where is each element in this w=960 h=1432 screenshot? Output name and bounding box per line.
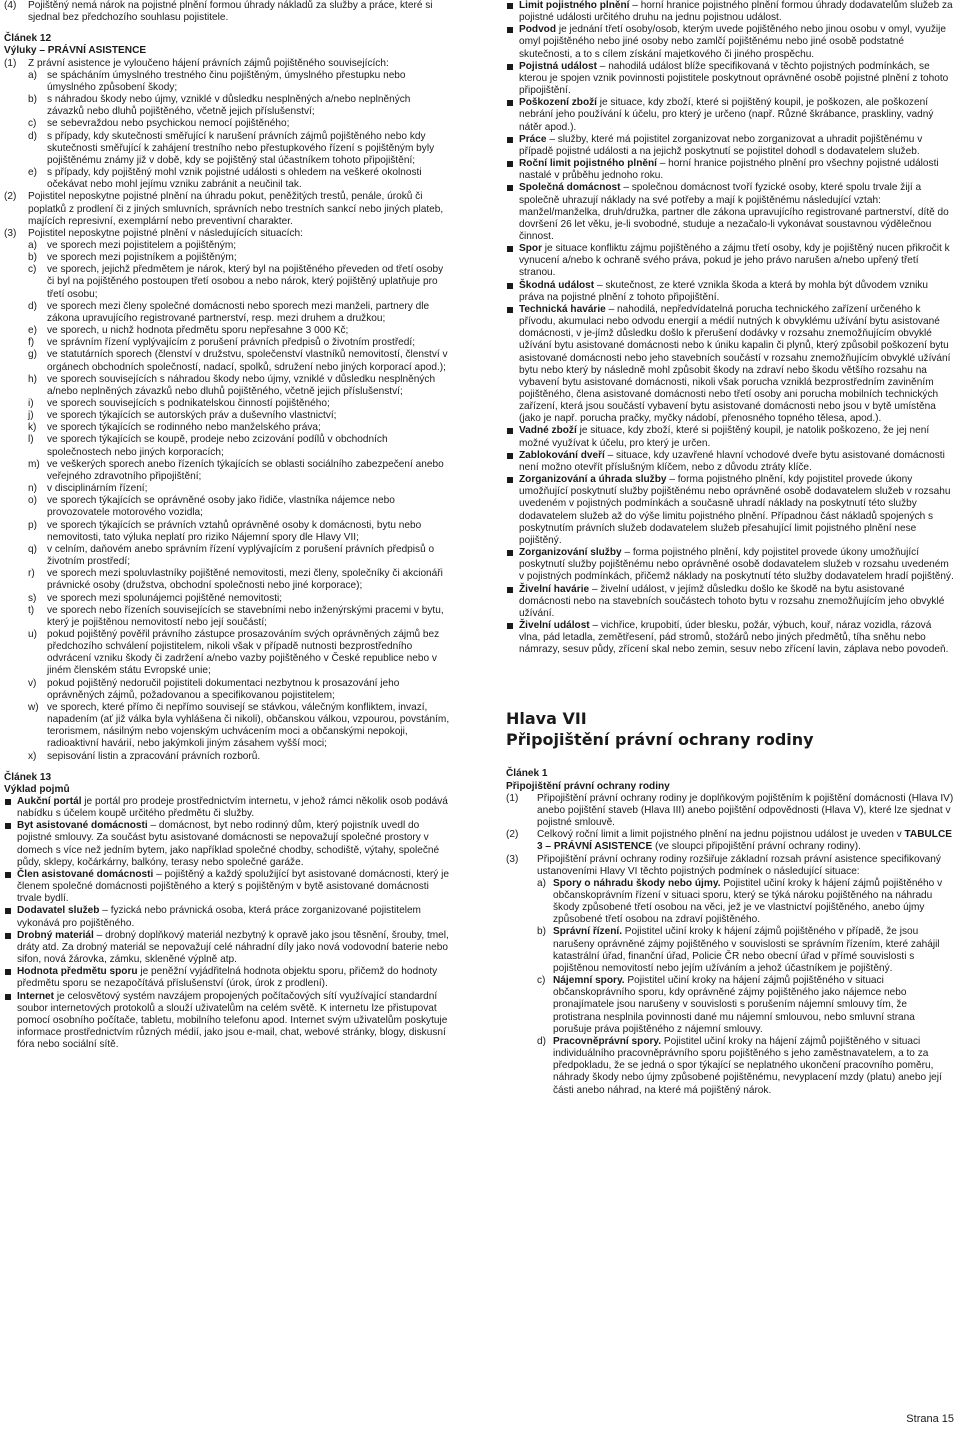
list-term: Nájemní spory. <box>553 975 625 987</box>
list-item <box>4 520 450 544</box>
list-text: ve sporech mezi spoluvlastníky pojištěné nemovitosti, mezi členy, společníky či akcionáři právnické osoby (družstva, obchodní společnosti nebo jiné korporace); <box>47 568 443 592</box>
list-text: ve veškerých sporech anebo řízeních týkajících se oblasti sociálního zabezpečení anebo veřejného zdravotního připojištění; <box>47 458 444 482</box>
definition-item <box>506 61 954 97</box>
bullet-square-icon <box>507 100 513 106</box>
list-letter: k) <box>28 422 37 434</box>
definition-item <box>506 182 954 243</box>
bullet-square-icon <box>507 3 513 9</box>
definition-item <box>506 304 954 426</box>
list-letter: q) <box>28 543 37 555</box>
definition-term: Byt asistované domácnosti <box>17 820 148 832</box>
list-item <box>4 751 450 763</box>
list-letter: o) <box>28 495 37 507</box>
definition-term: Roční limit pojistného plnění <box>519 158 657 170</box>
list-item <box>4 301 450 325</box>
definition-term: Drobný materiál <box>17 929 94 941</box>
list-letter: w) <box>28 701 39 713</box>
definition-text: – situace, kdy uzavřené hlavní vchodové dveře bytu asistované domácnosti není možno otevřít příslušným klíčem, nebo z důvodu ztráty klíče. <box>519 449 945 473</box>
list-text: ve správním řízení vyplývajícím z porušení právních předpisů o životním prostředí; <box>47 337 416 349</box>
list-letter: j) <box>28 410 34 422</box>
definition-term: Zablokování dveří <box>519 449 605 461</box>
paragraph-number: (3) <box>4 227 17 239</box>
list-item <box>4 325 450 337</box>
definition-term: Škodná událost <box>519 279 595 291</box>
article-12-title: Článek 12 <box>4 33 52 45</box>
article-13-title: Článek 13 <box>4 771 52 783</box>
bullet-square-icon <box>507 161 513 167</box>
definition-text: – forma pojistného plnění, kdy pojistitel provede úkony umožňující poskytnutí služby pojištěnému nebo oprávněné osobě dodavatelem služeb v rozsahu uvedeném v pojistných podmínkách, přičemž náklady na poskytnutí této služby dodavatelem hradí pojištěný. <box>519 547 954 583</box>
list-text: s případy, kdy skutečnosti směřující k narušení právních zájmů pojištěného nebo kdy skutečnosti směřující k zahájení trestního nebo přestupkového řízení s pojištěným byly pojištěnému známy již v době, kdy se pojištěný stal účastníkem tohoto připojištění; <box>47 130 435 166</box>
list-letter: h) <box>28 373 37 385</box>
list-term: Pracovněprávní spory. <box>553 1035 662 1047</box>
list-item <box>4 434 450 458</box>
list-text: ve sporech mezi pojistníkem a pojištěným; <box>47 252 237 264</box>
paragraph-text: Z právní asistence je vyloučeno hájení právních zájmů pojištěného souvisejících: <box>28 57 389 69</box>
paragraph-number: (1) <box>506 792 519 804</box>
paragraph-text-post: (ve sloupci připojištění právní ochrany rodiny). <box>652 841 861 853</box>
definition-item <box>506 158 954 182</box>
list-text: ve sporech týkajících se právních vztahů oprávněné osoby k domácnosti, bytu nebo nemovitosti, tato výluka neplatí pro riziko Nájemní spory dle Hlavy VII; <box>47 519 422 543</box>
list-item <box>4 483 450 495</box>
article-12-p1-list <box>4 70 450 192</box>
list-text: Pojistitel učiní kroky na hájení zájmů pojištěného v situaci individuálního pracovněprávního sporu pojištěného s jeho zaměstnavatelem, a to za předpokladu, že se jedná o spor týkající se neplatného ukončení pracovního poměru, náhrady škody nebo újmy způsobené pojištěnému, nevyplacení mzdy (platu) anebo její části anebo náhrad, na které má pojištěný nárok. <box>553 1035 942 1096</box>
definition-text: – nahodilá událost blíže specifikovaná v těchto pojistných podmínkách, se kterou je spojen vznik povinnosti pojistitele poskytnout oprávněné osobě pojistné plnění z tohoto připojištění. <box>519 60 949 97</box>
definition-term: Hodnota předmětu sporu <box>17 966 138 978</box>
list-item <box>4 495 450 519</box>
list-text: ve sporech mezi pojistitelem a pojištěným; <box>47 239 237 251</box>
definition-item <box>506 584 954 620</box>
list-text: sepisování listin a zpracování právních rozborů. <box>47 750 261 762</box>
paragraph-text-pre: Celkový roční limit a limit pojistného plnění na jednu pojistnou událost je uveden v <box>537 829 905 841</box>
definition-term: Podvod <box>519 24 557 36</box>
definition-text: je situace konfliktu zájmu pojištěného a zájmu třetí osoby, kdy je pojištěný nucen přikročit k vynucení a/nebo k ochraně svého práva, pokud je jeho právo narušen a/nebo upřený třetí stranou. <box>519 243 950 279</box>
list-letter: c) <box>537 975 546 987</box>
list-text: ve sporech týkajících se rodinného nebo manželského práva; <box>47 422 321 434</box>
bullet-square-icon <box>5 823 11 829</box>
list-letter: d) <box>28 130 37 142</box>
list-letter: t) <box>28 604 35 616</box>
definition-text: – nahodilá, nepředvídatelná porucha technického zařízení určeného k přívodu, akumulaci nebo odvodu energií a médií nutných k obvyklému užívání bytu asistované domácnosti, v je-jímž důsledku došlo k přerušení dodávky v rozsahu znemožňujícím obvyklé užívání bytu asistované domácnosti nebo k úniku kapalin či plynů, který způsobil poškození bytu asistované domácnosti nebo jeho stavebních součástí v rozsahu znemožňujícím obvyklé užívání bytu nebo který by následně mohl způsobit škody na zdraví nebo škodu většího rozsahu na vybavení bytu asistované domácnosti, nikoli však porucha vzniklá bezprostředním zaviněním pojištěného, člena asistované domácnosti nebo třetí osoby ani porucha mobilních technických zařízení, která jsou součástí vybavení bytu asistované domácnosti nebo jsou v bytě umístěna (jako je např. porucha pračky, myčky nádobí, přenosného topného tělesa, apod.). <box>519 303 951 425</box>
list-text: ve sporech mezi členy společné domácnosti nebo sporech mezi manželi, partnery dle zákona upravujícího registrované partnerství, resp. mezi druhem a družkou; <box>47 300 430 324</box>
definition-item <box>4 930 450 966</box>
definition-text: je celosvětový systém navzájem propojených počítačových sítí využívající standardní soubor internetových protokolů a slouží uživatelům na celém světě. K internetu lze přistupovat pomocí osobního počítače, tabletu, mobilního telefonu apod. Internet svým uživatelům poskytuje informace prostřednictvím různých médií, jako jsou e-mail, chat, webové stránky, blogy, diskusní fóra nebo sociální sítě. <box>17 990 448 1051</box>
list-item <box>4 568 450 592</box>
list-letter: m) <box>28 458 40 470</box>
definition-text: – drobný doplňkový materiál nezbytný k opravě jako jsou těsnění, šrouby, tmel, dráty atd. Za drobný materiál se nepovažují celé náhradní díly jako nová vodovodní baterie nebo sifon, nová žárovka, zámku, skleněné výplně atp. <box>17 929 449 966</box>
list-letter: a) <box>28 69 37 81</box>
list-text: ve sporech souvisejících s podnikatelskou činností pojištěného; <box>47 398 330 409</box>
list-letter: e) <box>28 325 37 337</box>
definition-item <box>506 0 954 24</box>
list-text: ve sporech týkajících se koupě, prodeje nebo zcizování podílů v obchodních společnostech nebo jiných korporacích; <box>47 434 388 458</box>
definition-term: Pojistná událost <box>519 60 597 72</box>
definition-term: Práce <box>519 133 547 145</box>
bullet-square-icon <box>507 550 513 556</box>
list-letter: c) <box>28 118 37 130</box>
list-text: ve sporech týkajících se autorských práv a duševního vlastnictví; <box>47 410 337 422</box>
list-item <box>4 337 450 349</box>
definition-text: – živelní událost, v jejímž důsledku došlo ke škodě na bytu asistované domácnosti nebo na stavebních součástech tohoto bytu v rozsahu znemožňujícím jeho obvyklé užívání. <box>519 583 945 619</box>
list-item <box>4 459 450 483</box>
list-letter: u) <box>28 628 37 640</box>
paragraph-number: (1) <box>4 57 17 69</box>
article-13-definitions <box>4 796 450 1051</box>
definition-text: – vichřice, krupobití, úder blesku, požár, výbuch, kouř, náraz vozidla, rázová vlna, pád letadla, zemětřesení, pád stromů, stožárů nebo jiných předmětů, tíha sněhu nebo námrazy, sesuv půdy, zřícení skal nebo zemin, sesuv nebo zřícení lavin, záplava nebo povodeň. <box>519 619 949 656</box>
bullet-square-icon <box>5 969 11 975</box>
list-text: ve sporech nebo řízeních souvisejících se stavebními nebo inženýrskými pracemi v bytu, který je pojištěnou nemovitostí nebo její součástí; <box>47 604 444 628</box>
list-letter: n) <box>28 483 37 495</box>
definition-item <box>506 474 954 547</box>
paragraph-text: Pojištěný nemá nárok na pojistné plnění formou úhrady nákladů za služby a práce, které si sjednal bez předchozího souhlasu pojistitele. <box>28 0 433 24</box>
list-item <box>506 878 954 927</box>
list-item <box>4 374 450 398</box>
list-letter: x) <box>28 750 37 762</box>
list-text: ve sporech, jejichž předmětem je nárok, který byl na pojištěného převeden od třetí osoby či byl na pojištěného postoupen třetí osobou a nebo nárok, který pojištěný uplatňuje pro třetí osobu; <box>47 264 444 300</box>
definition-text: – horní hranice pojistného plnění pro všechny pojistné události nastalé v průběhu jednoho roku. <box>519 158 939 182</box>
list-text: s případy, kdy pojištěný mohl vznik pojistné události s ohledem na veškeré okolnosti očekávat nebo mohl jejímu vzniku zabránit a neučinil tak. <box>47 167 422 191</box>
list-letter: b) <box>537 926 546 938</box>
definition-text: – společnou domácnost tvoří fyzické osoby, které spolu trvale žijí a společně uhrazují náklady na své potřeby a mají k pojištěnému následující vztah: manžel/manželka, druh/družka, partner dle zákona upravujícího registrované partnerství, dítě do dovršení 26 let věku, je-li svobodné, studuje a nezačalo-li vykonávat soustavnou výdělečnou činnost. <box>519 182 949 242</box>
article-12-paragraph-2 <box>4 191 450 227</box>
bullet-square-icon <box>507 185 513 191</box>
list-item <box>4 593 450 605</box>
list-item <box>4 398 450 410</box>
list-item <box>4 629 450 678</box>
list-text: pokud pojištěný nedoručil pojistiteli dokumentaci nezbytnou k prosazování jeho oprávněných zájmů, požadovanou a specifikovanou pojistitelem; <box>47 677 400 701</box>
page-number: Strana 15 <box>906 1413 954 1425</box>
definition-term: Vadné zboží <box>519 425 577 437</box>
list-item <box>4 264 450 300</box>
article-1-paragraph-2 <box>506 829 954 853</box>
list-item <box>4 252 450 264</box>
list-letter: f) <box>28 337 35 349</box>
list-item <box>4 410 450 422</box>
bullet-square-icon <box>507 428 513 434</box>
definition-item <box>506 450 954 474</box>
definition-item <box>4 820 450 869</box>
list-item <box>4 131 450 167</box>
list-text: s náhradou škody nebo újmy, vzniklé v důsledku nesplněných a/nebo neplněných závazků nebo dluhů pojištěného, včetně jejich příslušenství; <box>47 94 411 118</box>
list-item <box>4 544 450 568</box>
definition-term: Spor <box>519 243 542 255</box>
definition-item <box>506 280 954 304</box>
definition-term: Zorganizování služby <box>519 547 622 559</box>
paragraph-text: Připojištění právní ochrany rodiny je doplňkovým pojištěním k pojištění domácnosti (Hlava IV) anebo pojištění staveb (Hlava III) anebo pojištění odpovědnosti (Hlava V), které lze sjednat v pojistné smlouvě. <box>537 792 954 829</box>
list-letter: l) <box>28 434 34 446</box>
list-term: Spory o náhradu škody nebo újmy. <box>553 877 721 889</box>
definition-item <box>506 547 954 583</box>
definition-text: – skutečnost, ze které vznikla škoda a která by mohla být důvodem vzniku práva na pojistné plnění z tohoto připojištění. <box>519 279 928 303</box>
definition-item <box>506 134 954 158</box>
bullet-square-icon <box>507 27 513 33</box>
list-item <box>4 605 450 629</box>
definition-term: Živelní událost <box>519 619 590 631</box>
list-letter: g) <box>28 349 37 361</box>
article-12-paragraph-3 <box>4 228 450 240</box>
bullet-square-icon <box>5 872 11 878</box>
definition-term: Zorganizování a úhrada služby <box>519 474 667 486</box>
definition-item <box>506 24 954 60</box>
bullet-square-icon <box>507 137 513 143</box>
definition-item <box>506 97 954 133</box>
list-text: ve sporech, u nichž hodnota předmětu sporu nepřesahne 3 000 Kč; <box>47 325 349 337</box>
bullet-square-icon <box>507 307 513 313</box>
list-item <box>4 422 450 434</box>
list-text: ve statutárních sporech (členství v družstvu, společenství vlastníků nemovitostí, členství v orgánech obchodních společností, nadací, spolků, sdružení nebo jiných korporací apod.); <box>47 349 448 373</box>
list-item <box>506 975 954 1036</box>
article-1-p3-list <box>506 878 954 1097</box>
article-1-subtitle: Připojištění právní ochrany rodiny <box>506 780 670 792</box>
list-text: v disciplinárním řízení; <box>47 483 148 495</box>
article-1-paragraph-1 <box>506 793 954 829</box>
definition-text: je situace, kdy zboží, které si pojištěný koupil, je natolik poškozeno, že jej není možné využívat k účelu, pro který je určen. <box>519 425 930 449</box>
definition-term: Internet <box>17 990 55 1002</box>
definition-text: – pojištěný a každý spolužijící byt asistované domácnosti, který je členem společné domácnosti pojištěného a který s pojištěným v bytě asistované domácnosti trvale bydlí. <box>17 868 449 905</box>
article-1-paragraph-3 <box>506 854 954 878</box>
definition-item <box>506 620 954 656</box>
list-text: ve sporech, které přímo či nepřímo souvisejí se stávkou, válečným konfliktem, invazí, napadením (ať již válka byla vyhlášena či nikoli), občanskou válkou, vzpourou, povstáním, terorismem, násilným nebo vojenským uchvácením moci a občanskými nepokoji, radioaktivní havárií, nebo jakýmkoli jiným zásahem vyšší moci; <box>47 701 450 750</box>
list-item <box>506 926 954 975</box>
list-letter: b) <box>28 94 37 106</box>
bullet-square-icon <box>507 623 513 629</box>
definition-term: Živelní havárie <box>519 583 590 595</box>
definition-term: Aukční portál <box>17 796 82 807</box>
list-text: se sebevraždou nebo psychickou nemocí pojištěného; <box>47 118 290 130</box>
list-item <box>506 1036 954 1097</box>
chapter-name: Připojištění právní ochrany rodiny <box>506 730 814 750</box>
definition-text: – forma pojistného plnění, kdy pojistitel provede úkony umožňující poskytnutí služby pojištěnému nebo oprávněné osobě dodavatelem služeb v rozsahu uvedeném v pojistných podmínkách a současně uhradí náklady na poskytnutí této služby dodavatelem služeb až do výše limitu pojistného plnění. Případnou část nákladů spojených s poskytnutím právních služeb dodavatelem služeb přesahující limit pojistného plnění nese pojištěný. <box>519 474 951 546</box>
list-text: Pojistitel učiní kroky na hájení zájmů pojištěného v situaci občanskoprávního sporu, kdy oprávněné zájmy pojištěného jako nájemce nebo pronajímatele jsou narušeny v souvislosti s porušením nájemní smlouvy tím, že protistrana nesplnila povinnosti dané mu nájemní smlouvou, nebo smluvní strana porušuje práva pojištěného z nájemní smlouvy. <box>553 975 915 1035</box>
definition-item <box>4 966 450 990</box>
list-item <box>4 94 450 118</box>
definition-text: je peněžní vyjádřitelná hodnota objektu sporu, přičemž do hodnoty předmětu sporu se nezapočítává příslušenství (úrok, úrok z prodlení). <box>17 966 438 990</box>
list-letter: a) <box>28 239 37 251</box>
paragraph-number: (3) <box>506 853 519 865</box>
list-text: Pojistitel učiní kroky k hájení zájmů pojištěného v občanskoprávním řízení v situaci sporu, který se týká nároku pojištěného na náhradu škody způsobené třetí osobou na věci, jež je ve vlastnictví pojištěného, anebo újmy způsobené třetí osobou na zdraví pojištěného. <box>553 877 943 926</box>
definition-item <box>506 425 954 449</box>
bullet-square-icon <box>507 283 513 289</box>
bullet-square-icon <box>507 246 513 252</box>
list-letter: d) <box>28 300 37 312</box>
bullet-square-icon <box>5 908 11 914</box>
list-term: Správní řízení. <box>553 926 622 938</box>
definition-item <box>4 905 450 929</box>
list-text: ve sporech mezi spolunájemci pojištěné nemovitosti; <box>47 592 283 604</box>
list-item <box>4 349 450 373</box>
article-12-subtitle: Výluky – PRÁVNÍ ASISTENCE <box>4 45 147 57</box>
list-text: v celním, daňovém anebo správním řízení vyplývajícím z porušení právních předpisů o životním prostředí; <box>47 543 435 568</box>
bullet-square-icon <box>5 994 11 1000</box>
list-letter: v) <box>28 677 37 689</box>
bullet-square-icon <box>5 933 11 939</box>
list-text: Pojistitel učiní kroky k hájení zájmů pojištěného v případě, že jsou narušeny oprávněné zájmy pojištěného v souvislosti se správním řízením, které zahájil katastrální úřad, finanční úřad, Policie ČR nebo obecní úřad v přímé souvislosti s pojištěnou nemovitostí nebo jejím užíváním a jehož účastníkem je pojištěný. <box>553 926 940 974</box>
definition-text: je jednání třetí osoby/osob, kterým uvede pojištěného nebo jinou osobu v omyl, využije omyl pojištěného nebo jiné osoby nebo zamlčí pojištěnému nebo jiné osobě podstatné skutečnosti, a to s cílem získání majetkového či jiného prospěchu. <box>519 24 946 60</box>
list-letter: c) <box>28 264 37 276</box>
definition-item <box>4 869 450 905</box>
definition-item <box>4 991 450 1052</box>
left-column <box>4 0 450 1051</box>
bullet-square-icon <box>507 453 513 459</box>
definition-term: Společná domácnost <box>519 182 621 194</box>
definition-item <box>506 243 954 279</box>
right-column <box>506 0 954 1097</box>
bullet-square-icon <box>507 587 513 593</box>
list-text: pokud pojištěný pověřil právního zástupce prosazováním svých oprávněných zájmů bez předchozího schválení pojistitelem, nikoli však v případě nutnosti bezprostředního odvrácení vzniku škody či zadržení a/nebo vazby pojištěného v České republice nebo v jiném členském státu Evropské unie; <box>47 628 440 677</box>
paragraph-number: (2) <box>4 191 17 203</box>
chapter-number: Hlava VII <box>506 709 587 729</box>
table-reference: TABULCE 3 – PRÁVNÍ ASISTENCE <box>537 829 952 853</box>
bullet-square-icon <box>507 64 513 70</box>
list-item <box>4 167 450 191</box>
list-item <box>4 70 450 94</box>
list-letter: e) <box>28 167 37 179</box>
list-letter: r) <box>28 568 35 580</box>
paragraph-text: Pojistitel neposkytne pojistné plnění na úhradu pokut, peněžitých trestů, penále, úroků či poplatků z prodlení či z jiných smluvních, správních nebo trestních sankcí nebo jiných plateb, majících represivní, exemplární nebo preventivní charakter. <box>28 191 444 227</box>
list-letter: p) <box>28 519 37 531</box>
definition-text: – domácnost, byt nebo rodinný dům, který pojistník uvedl do pojistné smlouvy. Za součást bytu asistované domácnosti se nepovažují společné prostory v domech s více než jedním bytem, jako například společné chodby, schodiště, výtahy, společné půdy, sklepy, kočárkárny, balkóny, terasy nebo společné garáže. <box>17 820 440 868</box>
paragraph-number: (2) <box>506 829 519 841</box>
list-letter: i) <box>28 398 34 409</box>
list-item <box>4 702 450 751</box>
definitions-continued <box>506 0 954 656</box>
list-letter: a) <box>537 877 546 889</box>
definition-item <box>4 796 450 820</box>
article-12-paragraph-1 <box>4 58 450 70</box>
list-text: ve sporech souvisejících s náhradou škody nebo újmy, vzniklé v důsledku nesplněných a/nebo neplněných závazků nebo dluhů pojištěného, včetně jejich příslušenství; <box>47 373 436 397</box>
paragraph-number: (4) <box>4 0 17 11</box>
list-item <box>4 118 450 130</box>
definition-term: Technická havárie <box>519 303 606 315</box>
definition-text: je situace, kdy zboží, které si pojištěný koupil, je poškozen, ale poškození nebrání jeho používání k účelu, pro který je určeno (např. Různé škrábance, praskliny, vadný nátěr apod.). <box>519 97 934 133</box>
list-item <box>4 240 450 252</box>
bullet-square-icon <box>507 477 513 483</box>
definition-text: – fyzická nebo právnická osoba, která práce zorganizované pojistitelem vykonává pro pojištěného. <box>17 905 421 929</box>
definition-term: Dodavatel služeb <box>17 905 100 917</box>
definition-text: – služby, které má pojistitel zorganizovat nebo zorganizovat a uhradit pojištěnému v případě pojistné události a na jejichž poskytnutí se pojistitel dohodl s dodavatelem služeb. <box>519 133 923 157</box>
list-item <box>4 678 450 702</box>
chapter-title <box>506 708 954 750</box>
bullet-square-icon <box>5 799 11 805</box>
definition-term: Poškození zboží <box>519 97 597 109</box>
definition-text: je portál pro prodeje prostřednictvím internetu, v jehož rámci několik osob podává nabídku s účelem koupě určitého předmětu či služby. <box>17 796 448 820</box>
article-1-title: Článek 1 <box>506 768 548 780</box>
article-13-subtitle: Výklad pojmů <box>4 783 70 795</box>
definition-term: Člen asistované domácnosti <box>17 868 154 880</box>
paragraph-text: Pojistitel neposkytne pojistné plnění v následujících situacích: <box>28 227 303 239</box>
list-text: se spácháním úmyslného trestného činu pojištěným, úmyslného přestupku nebo úmyslného způsobení škody; <box>47 69 406 93</box>
paragraph-4 <box>4 0 450 24</box>
definition-term: Limit pojistného plnění <box>519 0 630 11</box>
definition-text: – horní hranice pojistného plnění formou úhrady dodavatelům služeb za pojistné události určitého druhu na jednu pojistnou událost. <box>519 0 953 24</box>
list-letter: b) <box>28 252 37 264</box>
list-letter: s) <box>28 592 37 604</box>
list-letter: d) <box>537 1035 546 1047</box>
list-text: ve sporech týkajících se oprávněné osoby jako řidiče, vlastníka nájemce nebo provozovatele motorového vozidla; <box>47 495 395 519</box>
paragraph-text: Připojištění právní ochrany rodiny rozšiřuje základní rozsah právní asistence specifikovaný ustanoveními Hlavy VI těchto pojistných podmínek o následující situace: <box>537 853 941 877</box>
article-12-p3-list <box>4 240 450 763</box>
